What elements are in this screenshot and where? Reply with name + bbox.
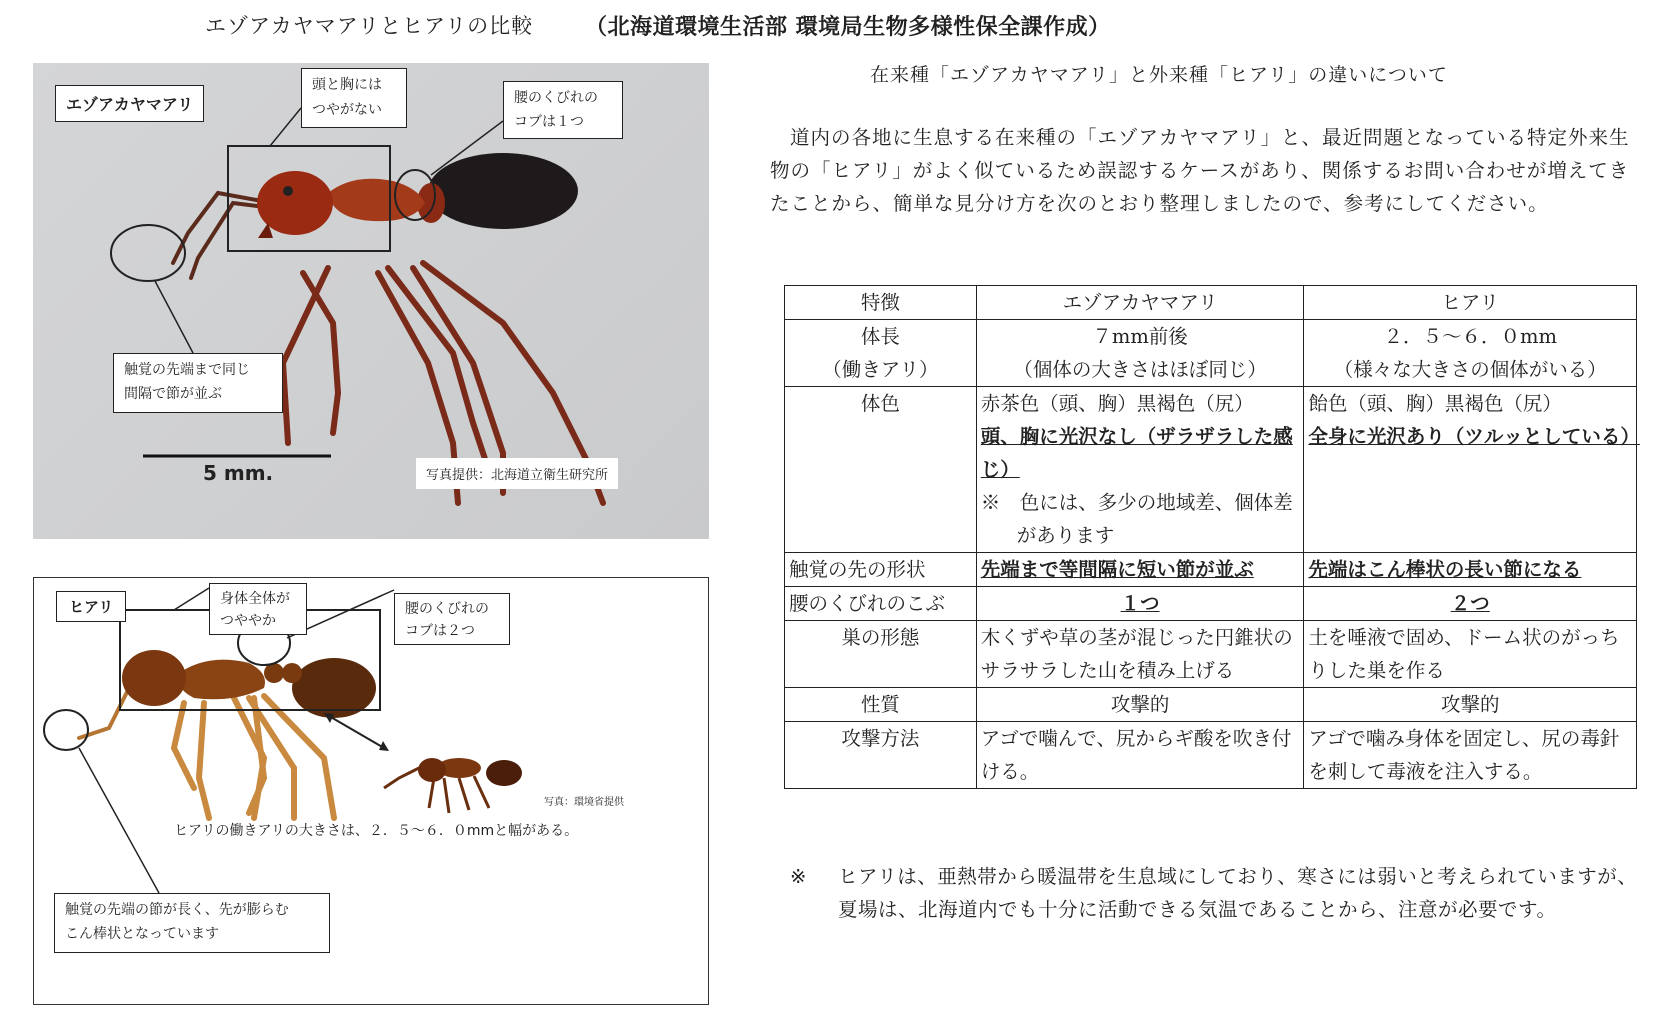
table-header: ヒアリ — [1304, 286, 1637, 320]
hiari-attack: アゴで噛み身体を固定し、尻の毒針を刺して毒液を注入する。 — [1304, 722, 1637, 789]
callout-hiari-waist: 腰のくびれの コブは２つ — [394, 593, 510, 645]
callout-head-chest: 頭と胸には つやがない — [301, 68, 407, 128]
table-row-waist — [785, 587, 1637, 621]
hiari-nest: 土を唾液で固め、ドーム状のがっちりした巣を作る — [1304, 621, 1637, 688]
ezo-body-length: ７mm前後 （個体の大きさはほぼ同じ） — [976, 320, 1304, 387]
row-label: 巣の形態 — [785, 621, 977, 688]
ezo-nest: 木くずや草の茎が混じった円錐状のサラサラした山を積み上げる — [976, 621, 1304, 688]
callout-hiari-antenna: 触覚の先端の節が長く、先が膨らむ こん棒状となっています — [54, 893, 330, 953]
ezo-attack: アゴで噛んで、尻からギ酸を吹き付ける。 — [976, 722, 1304, 789]
table-row-body-length — [785, 320, 1637, 387]
ezo-temper: 攻撃的 — [976, 688, 1304, 722]
ezo-antenna: 先端まで等間隔に短い節が並ぶ — [976, 553, 1304, 587]
row-label: 性質 — [785, 688, 977, 722]
hiari-waist: ２つ — [1304, 587, 1637, 621]
callout-ezo-waist: 腰のくびれの コブは１つ — [503, 81, 623, 139]
hiari-temper: 攻撃的 — [1304, 688, 1637, 722]
table-header: 特徴 — [785, 286, 977, 320]
row-label: 触覚の先の形状 — [785, 553, 977, 587]
hiari-antenna: 先端はこん棒状の長い節になる — [1304, 553, 1637, 587]
callout-ezo-antenna: 触覚の先端まで同じ 間隔で節が並ぶ — [113, 353, 283, 413]
ezo-waist: １つ — [976, 587, 1304, 621]
scale-label: 5 mm. — [203, 461, 274, 485]
ezo-body-color-cell — [976, 387, 1304, 553]
callout-hiari-body: 身体全体が つややか — [209, 583, 307, 635]
footnote-mark: ※ — [790, 865, 807, 888]
hiari-body-length: ２．５～６．０mm （様々な大きさの個体がいる） — [1304, 320, 1637, 387]
hiari-gloss: 全身に光沢あり（ツルッとしている） — [1308, 425, 1640, 448]
row-label: 体色 — [785, 387, 977, 553]
table-header-row — [785, 286, 1637, 320]
hiari-body-color-cell — [1304, 387, 1640, 553]
hiari-photo-credit: 写真：環境省提供 — [544, 797, 624, 808]
table-row-antenna — [785, 553, 1637, 587]
page-title: エゾアカヤマアリとヒアリの比較 — [205, 14, 534, 38]
row-label: 腰のくびれのこぶ — [785, 587, 977, 621]
table-row-nest — [785, 621, 1637, 688]
ezo-ant-photo-panel — [33, 63, 709, 539]
row-label: 体長 （働きアリ） — [785, 320, 977, 387]
ezo-photo-credit: 写真提供：北海道立衛生研究所 — [416, 458, 618, 489]
ezo-species-tag: エゾアカヤマアリ — [55, 85, 204, 122]
hiari-color: 飴色（頭、胸）黒褐色（尻） — [1308, 392, 1562, 415]
table-row-attack — [785, 722, 1637, 789]
intro-paragraph: 道内の各地に生息する在来種の「エゾアカヤマアリ」と、最近問題となっている特定外来生物の「ヒアリ」がよく似ているため誤認するケースがあり、関係するお問い合わせが増えてきたことから、簡単な見分け方を次のとおり整理しましたので、参考にしてください。 — [770, 126, 1630, 215]
hiari-photo-panel — [33, 577, 709, 1005]
table-row-body-color — [785, 387, 1637, 553]
table-header: エゾアカヤマアリ — [976, 286, 1304, 320]
page-author: （北海道環境生活部 環境局生物多様性保全課作成） — [585, 15, 1111, 40]
row-label: 攻撃方法 — [785, 722, 977, 789]
comparison-table — [784, 285, 1640, 789]
hiari-species-tag: ヒアリ — [56, 591, 126, 622]
section-title: 在来種「エゾアカヤマアリ」と外来種「ヒアリ」の違いについて — [870, 64, 1448, 86]
footnote-text: ヒアリは、亜熱帯から暖温帯を生息域にしており、寒さには弱いと考えられていますが、夏場は、北海道内でも十分に活動できる気温であることから、注意が必要です。 — [838, 865, 1638, 921]
ezo-gloss: 頭、胸に光沢なし（ザラザラした感じ） — [980, 425, 1293, 481]
hiari-size-note: ヒアリの働きアリの大きさは、２．５～６．０mmと幅がある。 — [174, 823, 579, 839]
ezo-color: 赤茶色（頭、胸）黒褐色（尻） — [980, 392, 1254, 415]
ezo-color-note: ※ 色には、多少の地域差、個体差があります — [980, 491, 1293, 547]
table-row-temper — [785, 688, 1637, 722]
